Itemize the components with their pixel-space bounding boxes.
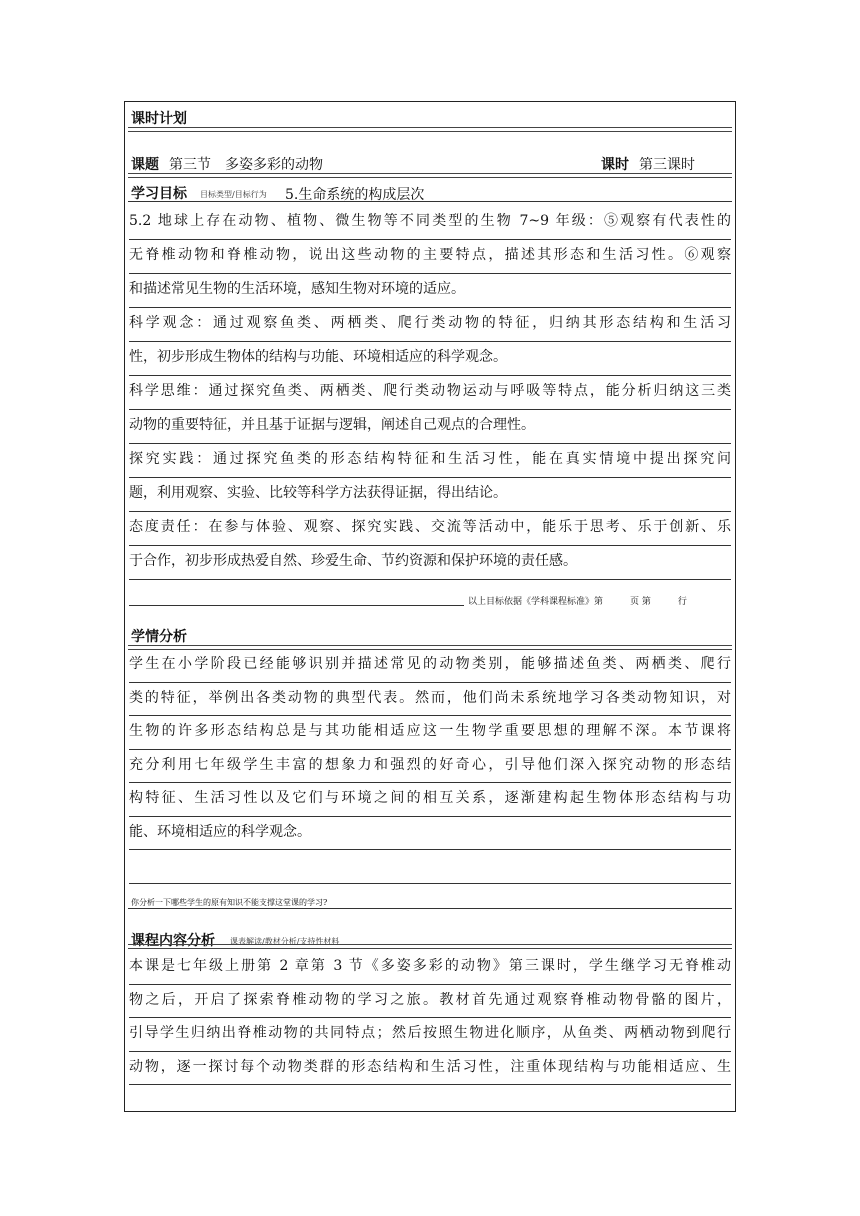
objectives-label: 学习目标 bbox=[131, 186, 187, 202]
content-analysis-label: 课程内容分析 bbox=[131, 933, 215, 949]
objective-line: 5.2 地球上存在动物、植物、微生物等不同类型的生物 7~9 年级：⑤观察有代表性的 bbox=[129, 206, 731, 240]
objective-line: 和描述常见生物的生活环境，感知生物对环境的适应。 bbox=[129, 274, 731, 308]
objective-line: 无脊椎动物和脊椎动物，说出这些动物的主要特点，描述其形态和生活习性。⑥观察 bbox=[129, 240, 731, 274]
page-title: 课时计划 bbox=[131, 111, 187, 127]
content-line: 动物，逐一探讨每个动物类群的形态结构和生活习性，注重体现结构与功能相适应、生 bbox=[129, 1052, 731, 1086]
learner-analysis-label: 学情分析 bbox=[131, 629, 187, 645]
topic-label: 课题 bbox=[131, 157, 159, 173]
content-analysis-divider bbox=[128, 944, 732, 949]
basis-note: 以上目标依据《学科课程标准》第 页 第 行 bbox=[468, 597, 687, 607]
objective-line: 科学思维：通过探究鱼类、两栖类、爬行类动物运动与呼吸等特点，能分析归纳这三类 bbox=[129, 376, 731, 410]
learner-line: 类的特征，举例出各类动物的典型代表。然而，他们尚未系统地学习各类动物知识，对 bbox=[129, 683, 731, 717]
prompt-rule bbox=[128, 908, 732, 909]
objective-line: 于合作，初步形成热爱自然、珍爱生命、节约资源和保护环境的责任感。 bbox=[129, 546, 731, 580]
objective-line: 态度责任：在参与体验、观察、探究实践、交流等活动中，能乐于思考、乐于创新、乐 bbox=[129, 512, 731, 546]
session-label: 课时 bbox=[601, 157, 629, 173]
learner-line: 构特征、生活习性以及它们与环境之间的相互关系，逐渐建构起生物体形态结构与功 bbox=[129, 783, 731, 817]
objective-line: 探究实践：通过探究鱼类的形态结构特征和生活习性，能在真实情境中提出探究问 bbox=[129, 444, 731, 478]
learner-line: 学生在小学阶段已经能够识别并描述常见的动物类别，能够描述鱼类、两栖类、爬行 bbox=[129, 649, 731, 683]
learner-line: 能、环境相适应的科学观念。 bbox=[129, 817, 731, 851]
objectives-heading-rule bbox=[128, 201, 732, 202]
content-line: 物之后，开启了探索脊椎动物的学习之旅。教材首先通过观察脊椎动物骨骼的图片， bbox=[129, 985, 731, 1019]
objectives-sublabel: 目标类型/目标行为 bbox=[200, 190, 267, 199]
topic-divider bbox=[128, 173, 732, 178]
content-line: 本课是七年级上册第 2 章第 3 节《多姿多彩的动物》第三课时，学生继学习无脊椎动 bbox=[129, 951, 731, 985]
learner-line: 充分利用七年级学生丰富的想象力和强烈的好奇心，引导他们深入探究动物的形态结 bbox=[129, 750, 731, 784]
topic-value: 第三节 多姿多彩的动物 bbox=[169, 157, 323, 173]
objectives-standard: 5.生命系统的构成层次 bbox=[285, 187, 425, 203]
objective-line: 性，初步形成生物体的结构与功能、环境相适应的科学观念。 bbox=[129, 342, 731, 376]
objectives-body bbox=[129, 206, 731, 580]
basis-note-rule bbox=[129, 605, 464, 606]
objective-line: 题，利用观察、实验、比较等科学方法获得证据，得出结论。 bbox=[129, 478, 731, 512]
title-divider bbox=[128, 127, 732, 132]
learner-analysis-prompt: 你分析一下哪些学生的原有知识不能支撑这堂课的学习? bbox=[131, 898, 328, 907]
content-analysis-sublabel: 课表解读/教材分析/支持性材料 bbox=[230, 937, 340, 946]
content-analysis-body bbox=[129, 951, 731, 1085]
objective-line: 科学观念：通过观察鱼类、两栖类、爬行类动物的特征，归纳其形态结构和生活习 bbox=[129, 308, 731, 342]
learner-line: 生物的许多形态结构总是与其功能相适应这一生物学重要思想的理解不深。本节课将 bbox=[129, 716, 731, 750]
learner-line bbox=[129, 850, 731, 884]
objective-line: 动物的重要特征，并且基于证据与逻辑，阐述自己观点的合理性。 bbox=[129, 410, 731, 444]
learner-analysis-body bbox=[129, 649, 731, 884]
content-line: 引导学生归纳出脊椎动物的共同特点；然后按照生物进化顺序，从鱼类、两栖动物到爬行 bbox=[129, 1018, 731, 1052]
session-value: 第三课时 bbox=[639, 157, 695, 173]
